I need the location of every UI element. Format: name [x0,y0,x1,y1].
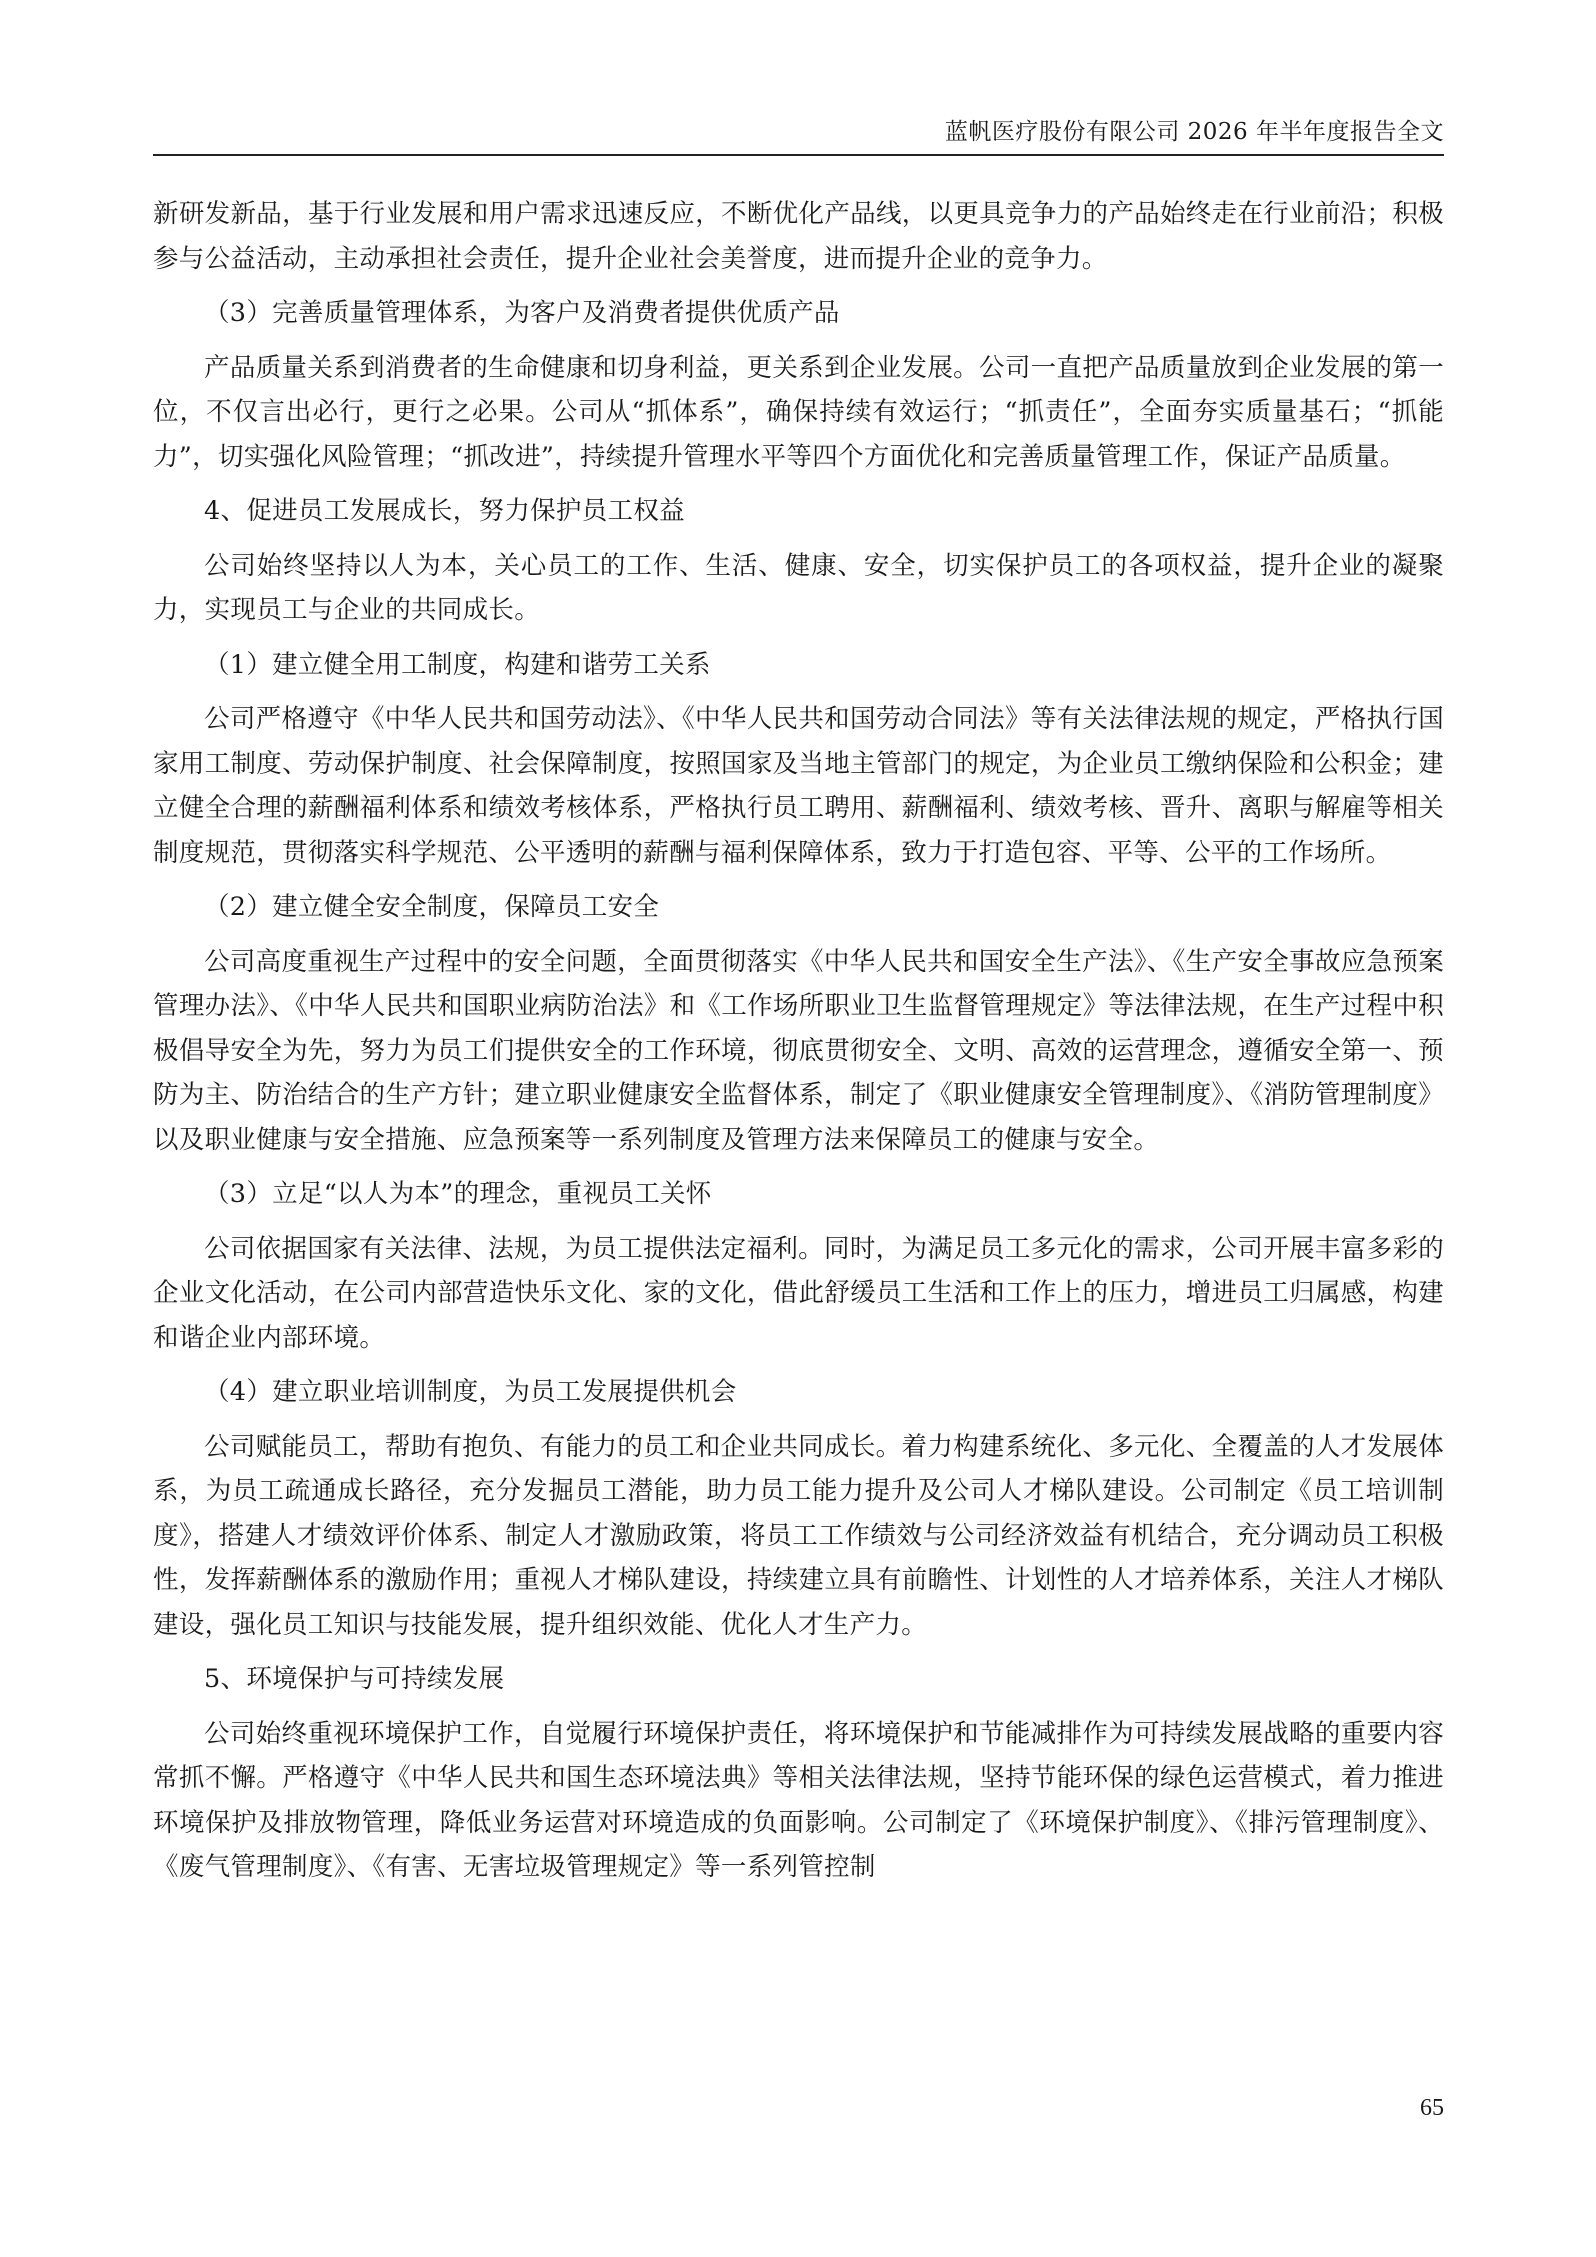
body-paragraph: 公司依据国家有关法律、法规，为员工提供法定福利。同时，为满足员工多元化的需求，公司开展丰富多彩的企业文化活动，在公司内部营造快乐文化、家的文化，借此舒缓员工生活和工作上的压力，增进员工归属感，构建和谐企业内部环境。 [153,1233,1444,1353]
section-subheading: （2）建立健全安全制度，保障员工安全 [204,892,660,922]
section-heading: 5、环境保护与可持续发展 [204,1664,505,1694]
section-heading: 4、促进员工发展成长，努力保护员工权益 [204,496,685,526]
body-paragraph: 公司赋能员工，帮助有抱负、有能力的员工和企业共同成长。着力构建系统化、多元化、全覆盖的人才发展体系，为员工疏通成长路径，充分发掘员工潜能，助力员工能力提升及公司人才梯队建设。公司制定《员工培训制度》，搭建人才绩效评价体系、制定人才激励政策，将员工工作绩效与公司经济效益有机结合，充分调动员工积极性，发挥薪酬体系的激励作用；重视人才梯队建设，持续建立具有前瞻性、计划性的人才培养体系，关注人才梯队建设，强化员工知识与技能发展，提升组织效能、优化人才生产力。 [153,1431,1444,1640]
page-header [153,108,1444,156]
body-paragraph: 公司始终坚持以人为本，关心员工的工作、生活、健康、安全，切实保护员工的各项权益，提升企业的凝聚力，实现员工与企业的共同成长。 [153,550,1444,625]
body-paragraph: 产品质量关系到消费者的生命健康和切身利益，更关系到企业发展。公司一直把产品质量放到企业发展的第一位，不仅言出必行，更行之必果。公司从“抓体系”，确保持续有效运行；“抓责任”，全面夯实质量基石；“抓能力”，切实强化风险管理；“抓改进”，持续提升管理水平等四个方面优化和完善质量管理工作，保证产品质量。 [153,352,1444,472]
section-subheading: （3）完善质量管理体系，为客户及消费者提供优质产品 [204,298,840,328]
document-body [153,192,1444,1900]
body-paragraph: 新研发新品，基于行业发展和用户需求迅速反应，不断优化产品线，以更具竞争力的产品始终走在行业前沿；积极参与公益活动，主动承担社会责任，提升企业社会美誉度，进而提升企业的竞争力。 [153,199,1444,274]
section-subheading: （4）建立职业培训制度，为员工发展提供机会 [204,1377,737,1407]
body-paragraph: 公司严格遵守《中华人民共和国劳动法》、《中华人民共和国劳动合同法》等有关法律法规的规定，严格执行国家用工制度、劳动保护制度、社会保障制度，按照国家及当地主管部门的规定，为企业员工缴纳保险和公积金；建立健全合理的薪酬福利体系和绩效考核体系，严格执行员工聘用、薪酬福利、绩效考核、晋升、离职与解雇等相关制度规范，贯彻落实科学规范、公平透明的薪酬与福利保障体系，致力于打造包容、平等、公平的工作场所。 [153,704,1444,868]
body-paragraph: 公司高度重视生产过程中的安全问题，全面贯彻落实《中华人民共和国安全生产法》、《生产安全事故应急预案管理办法》、《中华人民共和国职业病防治法》和《工作场所职业卫生监督管理规定》等法律法规，在生产过程中积极倡导安全为先，努力为员工们提供安全的工作环境，彻底贯彻安全、文明、高效的运营理念，遵循安全第一、预防为主、防治结合的生产方针；建立职业健康安全监督体系，制定了《职业健康安全管理制度》、《消防管理制度》以及职业健康与安全措施、应急预案等一系列制度及管理方法来保障员工的健康与安全。 [153,946,1444,1155]
page-number: 65 [1420,2095,1444,2121]
report-header-title: 蓝帆医疗股份有限公司 2026 年半年度报告全文 [944,119,1444,145]
body-paragraph: 公司始终重视环境保护工作，自觉履行环境保护责任，将环境保护和节能减排作为可持续发展战略的重要内容常抓不懈。严格遵守《中华人民共和国生态环境法典》等相关法律法规，坚持节能环保的绿色运营模式，着力推进环境保护及排放物管理，降低业务运营对环境造成的负面影响。公司制定了《环境保护制度》、《排污管理制度》、《废气管理制度》、《有害、无害垃圾管理规定》等一系列管控制 [153,1718,1444,1882]
section-subheading: （3）立足“以人为本”的理念，重视员工关怀 [204,1179,712,1209]
section-subheading: （1）建立健全用工制度，构建和谐劳工关系 [204,649,711,680]
